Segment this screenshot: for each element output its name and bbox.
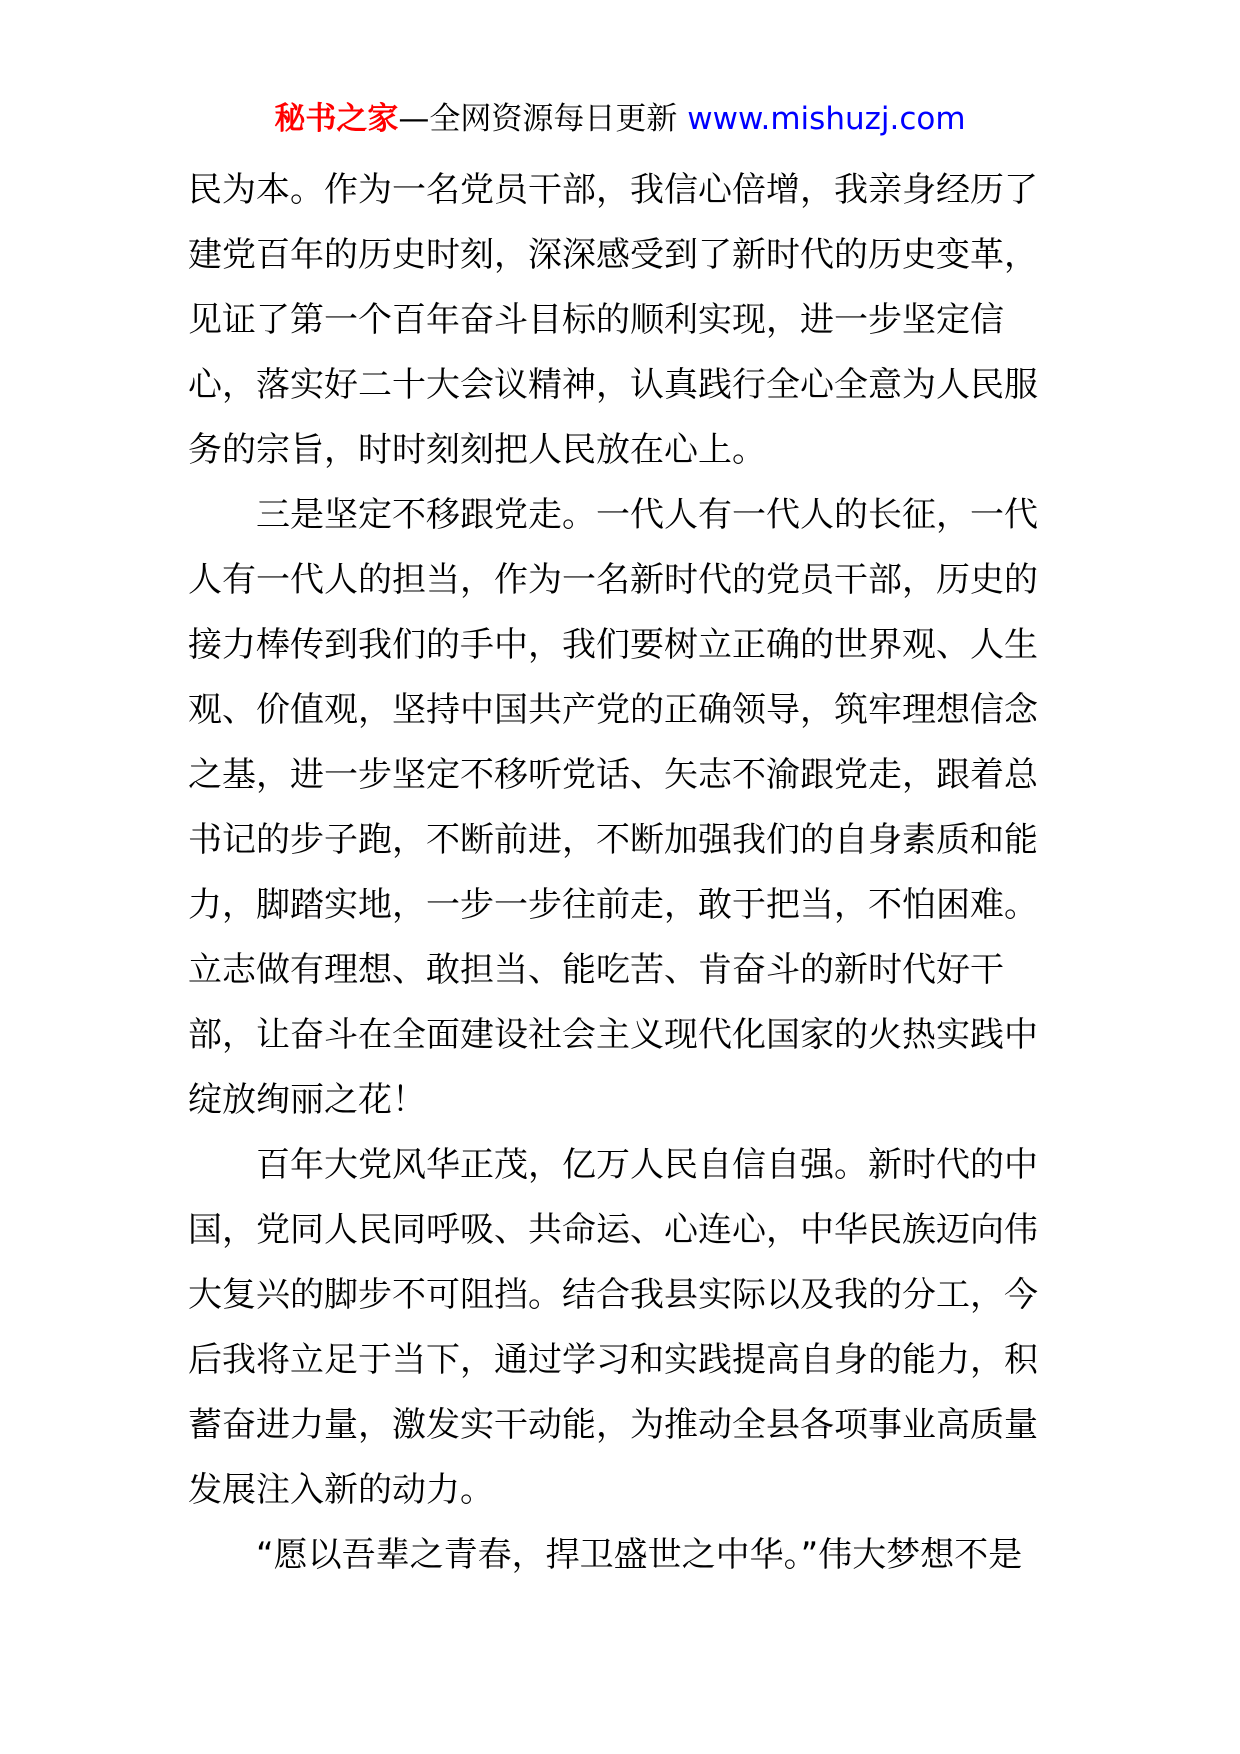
page-header xyxy=(0,98,1240,140)
text-line: 蓄奋进力量，激发实干动能，为推动全县各项事业高质量 xyxy=(188,1405,1038,1445)
text-line: 部，让奋斗在全面建设社会主义现代化国家的火热实践中 xyxy=(188,1015,1038,1055)
text-line: 务的宗旨，时时刻刻把人民放在心上。 xyxy=(188,430,766,470)
site-brand: 秘书之家 xyxy=(274,101,399,137)
paragraph-start-line: 百年大党风华正茂，亿万人民自信自强。新时代的中 xyxy=(256,1145,1038,1185)
site-url-link[interactable]: www.mishuzj.com xyxy=(687,101,966,137)
text-line: 心，落实好二十大会议精神，认真践行全心全意为人民服 xyxy=(188,365,1038,405)
paragraph-start-line: 三是坚定不移跟党走。一代人有一代人的长征，一代 xyxy=(256,495,1038,535)
text-line: 书记的步子跑，不断前进，不断加强我们的自身素质和能 xyxy=(188,820,1038,860)
text-line: 接力棒传到我们的手中，我们要树立正确的世界观、人生 xyxy=(188,625,1038,665)
text-line: 力，脚踏实地，一步一步往前走，敢于把当，不怕困难。 xyxy=(188,885,1038,925)
text-line: 建党百年的历史时刻，深深感受到了新时代的历史变革， xyxy=(188,235,1038,275)
text-line: 人有一代人的担当，作为一名新时代的党员干部，历史的 xyxy=(188,560,1038,600)
text-line: 发展注入新的动力。 xyxy=(188,1470,494,1510)
paragraph-start-line: “愿以吾辈之青春，捍卫盛世之中华。”伟大梦想不是 xyxy=(256,1535,1023,1575)
text-line: 观、价值观，坚持中国共产党的正确领导，筑牢理想信念 xyxy=(188,690,1038,730)
text-line: 见证了第一个百年奋斗目标的顺利实现，进一步坚定信 xyxy=(188,300,1004,340)
site-tagline: —全网资源每日更新 xyxy=(398,101,678,137)
text-line: 后我将立足于当下，通过学习和实践提高自身的能力，积 xyxy=(188,1340,1038,1380)
document-body xyxy=(188,158,1058,1588)
text-line: 国，党同人民同呼吸、共命运、心连心，中华民族迈向伟 xyxy=(188,1210,1038,1250)
text-line: 之基，进一步坚定不移听党话、矢志不渝跟党走，跟着总 xyxy=(188,755,1038,795)
text-line: 民为本。作为一名党员干部，我信心倍增，我亲身经历了 xyxy=(188,170,1038,210)
text-line: 立志做有理想、敢担当、能吃苦、肯奋斗的新时代好干 xyxy=(188,950,1004,990)
text-line: 大复兴的脚步不可阻挡。结合我县实际以及我的分工，今 xyxy=(188,1275,1038,1315)
text-line: 绽放绚丽之花！ xyxy=(188,1080,426,1120)
